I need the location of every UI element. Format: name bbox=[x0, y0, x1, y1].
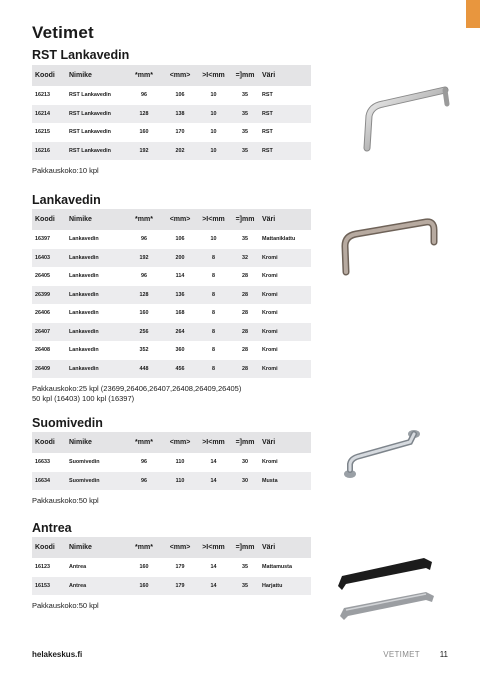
cell-thickness-mm: 8 bbox=[196, 249, 231, 268]
cell-depth-mm: 35 bbox=[242, 236, 248, 243]
cell-name: Lankavedin bbox=[69, 236, 99, 243]
cell-color: Musta bbox=[259, 472, 311, 491]
cell-code: 16214 bbox=[32, 105, 66, 124]
table-row bbox=[32, 105, 311, 124]
cell-thickness-mm: 10 bbox=[210, 129, 217, 136]
cell-length-mm: 110 bbox=[164, 472, 196, 491]
column-header-length-mm: <mm> bbox=[164, 537, 196, 558]
cell-code: 16213 bbox=[35, 92, 50, 99]
footer-section-label: VETIMET bbox=[383, 650, 420, 659]
table-row bbox=[32, 86, 311, 105]
cell-length-mm: 114 bbox=[175, 273, 185, 280]
cell-length-mm: 168 bbox=[175, 310, 185, 317]
cell-name: RST Lankavedin bbox=[66, 105, 124, 124]
table-row bbox=[32, 123, 311, 142]
cell-code: 26405 bbox=[35, 273, 50, 280]
cell-color: Harjattu bbox=[259, 577, 311, 596]
cell-depth-mm: 35 bbox=[242, 92, 248, 99]
cell-name: RST Lankavedin bbox=[69, 92, 111, 99]
table-row bbox=[32, 230, 311, 249]
package-size-line: Pakkauskoko:10 kpl bbox=[32, 166, 99, 175]
table-row bbox=[32, 341, 311, 360]
cell-width-mm: 96 bbox=[124, 472, 164, 491]
cell-name: Suomivedin bbox=[66, 472, 124, 491]
cell-thickness-mm: 8 bbox=[212, 273, 215, 280]
cell-length-mm: 170 bbox=[175, 129, 185, 136]
cell-color: RST bbox=[262, 92, 273, 99]
section-color-tab bbox=[466, 0, 480, 28]
cell-depth-mm: 35 bbox=[242, 129, 248, 136]
stainless-wire-handle-image bbox=[355, 82, 455, 154]
table-row bbox=[32, 472, 311, 491]
column-header-width-mm: *mm* bbox=[124, 537, 164, 558]
column-header-color: Väri bbox=[259, 65, 311, 86]
cell-color: RST bbox=[259, 142, 311, 161]
cell-name: Antrea bbox=[69, 564, 87, 571]
cell-code: 26408 bbox=[35, 347, 50, 354]
cell-depth-mm: 28 bbox=[242, 310, 248, 317]
section-lankavedin bbox=[32, 191, 311, 404]
cell-length-mm: 264 bbox=[164, 323, 196, 342]
cell-depth-mm: 30 bbox=[231, 472, 259, 491]
cell-length-mm: 179 bbox=[164, 577, 196, 596]
column-header-thickness-mm: >I<mm bbox=[196, 65, 231, 86]
cell-depth-mm: 28 bbox=[242, 347, 248, 354]
table-row bbox=[32, 453, 311, 472]
cell-width-mm: 128 bbox=[124, 286, 164, 305]
cell-width-mm: 96 bbox=[141, 273, 147, 280]
cell-code: 16403 bbox=[32, 249, 66, 268]
column-header-length-mm: <mm> bbox=[164, 432, 196, 453]
product-table bbox=[32, 537, 311, 595]
cell-thickness-mm: 8 bbox=[196, 286, 231, 305]
table-row bbox=[32, 286, 311, 305]
column-header-thickness-mm: >I<mm bbox=[196, 537, 231, 558]
cell-code: 16123 bbox=[35, 564, 50, 571]
matte-nickel-wire-handle-image bbox=[338, 212, 440, 278]
package-size-line: Pakkauskoko:50 kpl bbox=[32, 496, 99, 505]
cell-code: 26399 bbox=[32, 286, 66, 305]
column-header-color: Väri bbox=[259, 209, 311, 230]
table-header-row bbox=[32, 209, 311, 230]
table-row bbox=[32, 142, 311, 161]
cell-thickness-mm: 14 bbox=[196, 577, 231, 596]
section-title: Antrea bbox=[32, 521, 72, 535]
table-row bbox=[32, 323, 311, 342]
cell-color: Kromi bbox=[259, 249, 311, 268]
cell-depth-mm: 35 bbox=[231, 142, 259, 161]
table-header-row bbox=[32, 65, 311, 86]
column-header-length-mm: <mm> bbox=[164, 65, 196, 86]
cell-length-mm: 360 bbox=[175, 347, 185, 354]
product-table bbox=[32, 209, 311, 378]
cell-length-mm: 202 bbox=[164, 142, 196, 161]
cell-name: Lankavedin bbox=[69, 310, 99, 317]
column-header-color: Väri bbox=[259, 432, 311, 453]
cell-code: 16634 bbox=[32, 472, 66, 491]
cell-thickness-mm: 8 bbox=[212, 310, 215, 317]
column-header-code: Koodi bbox=[32, 209, 66, 230]
page-title: Vetimet bbox=[32, 23, 94, 42]
table-row bbox=[32, 360, 311, 379]
package-size-note bbox=[32, 601, 311, 611]
cell-width-mm: 352 bbox=[139, 347, 149, 354]
column-header-code: Koodi bbox=[32, 65, 66, 86]
cell-depth-mm: 35 bbox=[231, 105, 259, 124]
cell-width-mm: 256 bbox=[124, 323, 164, 342]
column-header-name: Nimike bbox=[66, 537, 124, 558]
cell-color: Mattaniklattu bbox=[262, 236, 296, 243]
cell-width-mm: 160 bbox=[124, 577, 164, 596]
table-header-row bbox=[32, 432, 311, 453]
cell-name: Suomivedin bbox=[69, 459, 100, 466]
package-size-line: 50 kpl (16403) 100 kpl (16397) bbox=[32, 394, 135, 403]
cell-depth-mm: 32 bbox=[231, 249, 259, 268]
cell-length-mm: 106 bbox=[175, 236, 185, 243]
cell-width-mm: 160 bbox=[139, 564, 149, 571]
cell-code: 26409 bbox=[32, 360, 66, 379]
page-footer bbox=[32, 650, 448, 664]
cell-width-mm: 160 bbox=[139, 310, 149, 317]
cell-width-mm: 448 bbox=[124, 360, 164, 379]
cell-thickness-mm: 8 bbox=[212, 347, 215, 354]
cell-width-mm: 96 bbox=[141, 92, 147, 99]
cell-color: Kromi bbox=[262, 310, 278, 317]
cell-thickness-mm: 14 bbox=[210, 564, 217, 571]
cell-name: Lankavedin bbox=[69, 273, 99, 280]
cell-name: RST Lankavedin bbox=[69, 129, 111, 136]
cell-code: 26407 bbox=[32, 323, 66, 342]
column-header-width-mm: *mm* bbox=[124, 209, 164, 230]
cell-color: Kromi bbox=[262, 459, 278, 466]
section-title: RST Lankavedin bbox=[32, 48, 130, 62]
cell-length-mm: 110 bbox=[175, 459, 185, 466]
table-row bbox=[32, 267, 311, 286]
column-header-depth-mm: =]mm bbox=[231, 209, 259, 230]
package-size-note bbox=[32, 166, 311, 176]
cell-name: Lankavedin bbox=[69, 347, 99, 354]
cell-width-mm: 128 bbox=[124, 105, 164, 124]
cell-thickness-mm: 10 bbox=[210, 92, 217, 99]
cell-thickness-mm: 14 bbox=[196, 472, 231, 491]
cell-depth-mm: 30 bbox=[242, 459, 248, 466]
column-header-depth-mm: =]mm bbox=[231, 432, 259, 453]
section-rst-lankavedin bbox=[32, 46, 311, 176]
chrome-bar-handle-image bbox=[340, 424, 424, 482]
cell-depth-mm: 28 bbox=[231, 323, 259, 342]
column-header-width-mm: *mm* bbox=[124, 432, 164, 453]
cell-code: 16216 bbox=[32, 142, 66, 161]
cell-color: Kromi bbox=[259, 360, 311, 379]
cell-thickness-mm: 10 bbox=[196, 142, 231, 161]
footer-site-link[interactable]: helakeskus.fi bbox=[32, 650, 83, 659]
cell-length-mm: 456 bbox=[164, 360, 196, 379]
table-row bbox=[32, 577, 311, 596]
cell-length-mm: 136 bbox=[164, 286, 196, 305]
cell-width-mm: 192 bbox=[124, 142, 164, 161]
cell-thickness-mm: 8 bbox=[196, 323, 231, 342]
product-table bbox=[32, 65, 311, 160]
column-header-thickness-mm: >I<mm bbox=[196, 209, 231, 230]
cell-depth-mm: 28 bbox=[231, 286, 259, 305]
cell-thickness-mm: 8 bbox=[196, 360, 231, 379]
package-size-note bbox=[32, 496, 311, 506]
cell-width-mm: 96 bbox=[141, 236, 147, 243]
section-title: Suomivedin bbox=[32, 416, 103, 430]
cell-color: Mattamusta bbox=[262, 564, 292, 571]
cell-length-mm: 106 bbox=[175, 92, 185, 99]
cell-code: 16397 bbox=[35, 236, 50, 243]
cell-color: RST bbox=[262, 129, 273, 136]
column-header-depth-mm: =]mm bbox=[231, 537, 259, 558]
cell-name: Antrea bbox=[66, 577, 124, 596]
cell-length-mm: 179 bbox=[175, 564, 185, 571]
cell-depth-mm: 35 bbox=[242, 564, 248, 571]
cell-color: Kromi bbox=[259, 286, 311, 305]
cell-width-mm: 96 bbox=[141, 459, 147, 466]
table-row bbox=[32, 249, 311, 268]
section-title: Lankavedin bbox=[32, 193, 101, 207]
cell-depth-mm: 28 bbox=[231, 360, 259, 379]
column-header-depth-mm: =]mm bbox=[231, 65, 259, 86]
section-antrea bbox=[32, 519, 311, 611]
cell-name: Lankavedin bbox=[66, 286, 124, 305]
cell-depth-mm: 28 bbox=[242, 273, 248, 280]
cell-code: 16153 bbox=[32, 577, 66, 596]
cell-thickness-mm: 14 bbox=[210, 459, 217, 466]
cell-name: Lankavedin bbox=[66, 323, 124, 342]
cell-name: Lankavedin bbox=[66, 249, 124, 268]
antrea-handles-image bbox=[334, 550, 438, 624]
cell-color: RST bbox=[259, 105, 311, 124]
package-size-line: Pakkauskoko:25 kpl (23699,26406,26407,26408,26409,26405) bbox=[32, 384, 242, 393]
column-header-name: Nimike bbox=[66, 209, 124, 230]
column-header-thickness-mm: >I<mm bbox=[196, 432, 231, 453]
table-row bbox=[32, 558, 311, 577]
cell-depth-mm: 35 bbox=[231, 577, 259, 596]
cell-code: 16215 bbox=[35, 129, 50, 136]
cell-code: 26406 bbox=[35, 310, 50, 317]
table-header-row bbox=[32, 537, 311, 558]
package-size-line: Pakkauskoko:50 kpl bbox=[32, 601, 99, 610]
column-header-width-mm: *mm* bbox=[124, 65, 164, 86]
column-header-length-mm: <mm> bbox=[164, 209, 196, 230]
cell-name: RST Lankavedin bbox=[66, 142, 124, 161]
cell-color: Kromi bbox=[262, 273, 278, 280]
package-size-note bbox=[32, 384, 311, 404]
cell-code: 16633 bbox=[35, 459, 50, 466]
column-header-name: Nimike bbox=[66, 65, 124, 86]
cell-length-mm: 200 bbox=[164, 249, 196, 268]
cell-color: Kromi bbox=[259, 323, 311, 342]
page-number: 11 bbox=[439, 650, 448, 659]
table-row bbox=[32, 304, 311, 323]
column-header-color: Väri bbox=[259, 537, 311, 558]
section-suomivedin bbox=[32, 414, 311, 506]
cell-width-mm: 192 bbox=[124, 249, 164, 268]
cell-thickness-mm: 10 bbox=[196, 105, 231, 124]
cell-length-mm: 138 bbox=[164, 105, 196, 124]
cell-thickness-mm: 10 bbox=[210, 236, 217, 243]
cell-name: Lankavedin bbox=[66, 360, 124, 379]
column-header-code: Koodi bbox=[32, 537, 66, 558]
cell-color: Kromi bbox=[262, 347, 278, 354]
column-header-name: Nimike bbox=[66, 432, 124, 453]
cell-width-mm: 160 bbox=[139, 129, 149, 136]
column-header-code: Koodi bbox=[32, 432, 66, 453]
product-table bbox=[32, 432, 311, 490]
